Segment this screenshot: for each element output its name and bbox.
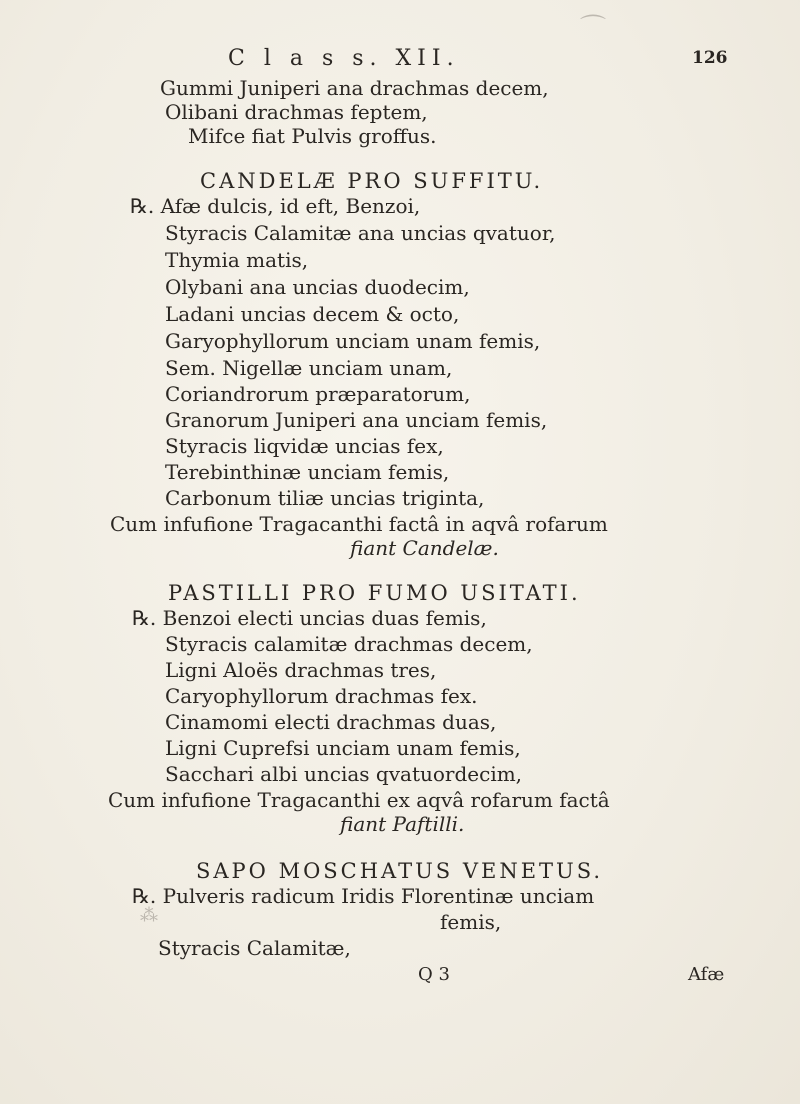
text-line: ℞. Pulveris radicum Iridis Florentinæ unciam	[132, 884, 595, 908]
section-heading-sapo: SAPO MOSCHATUS VENETUS.	[196, 859, 604, 883]
text-line: Cum infufione Tragacanthi ex aqvâ rofarum factâ	[108, 788, 610, 812]
text-line: Sacchari albi uncias qvatuordecim,	[165, 762, 523, 786]
catchword: Afæ	[688, 964, 725, 985]
text-line: ℞. Afæ dulcis, id eft, Benzoi,	[130, 194, 421, 218]
text-line: Granorum Juniperi ana unciam femis,	[165, 408, 548, 432]
text-line: fiant Paftilli.	[340, 812, 465, 836]
text-line: Sem. Nigellæ unciam unam,	[165, 356, 453, 380]
text-line: Styracis liqvidæ uncias fex,	[165, 434, 444, 458]
text-line: Olibani drachmas feptem,	[165, 100, 428, 124]
text-line: Ladani uncias decem & octo,	[165, 302, 460, 326]
text-line: ℞. Benzoi electi uncias duas femis,	[132, 606, 487, 630]
section-heading-candelae: CANDELÆ PRO SUFFITU.	[200, 169, 544, 193]
bleed-through-mark: ⌒	[580, 14, 607, 44]
text-line: Cinamomi electi drachmas duas,	[165, 710, 497, 734]
text-line: Ligni Cuprefsi unciam unam femis,	[165, 736, 521, 760]
text-line: Olybani ana uncias duodecim,	[165, 275, 470, 299]
section-heading-pastilli: PASTILLI PRO FUMO USITATI.	[168, 581, 581, 605]
text-line: Coriandrorum præparatorum,	[165, 382, 471, 406]
text-line: Garyophyllorum unciam unam femis,	[165, 329, 541, 353]
text-line: Styracis Calamitæ ana uncias qvatuor,	[165, 221, 556, 245]
text-line: femis,	[440, 910, 502, 934]
text-line: Cum infufione Tragacanthi factâ in aqvâ rofarum	[110, 512, 608, 536]
text-line: Styracis calamitæ drachmas decem,	[165, 632, 533, 656]
text-line: Caryophyllorum drachmas fex.	[165, 684, 478, 708]
page-number: 126	[692, 48, 728, 68]
text-line: Terebinthinæ unciam femis,	[165, 460, 450, 484]
text-line: Styracis Calamitæ,	[158, 936, 351, 960]
text-line: Mifce fiat Pulvis groffus.	[188, 124, 437, 148]
bleed-through-mark: ⁂	[140, 905, 158, 926]
text-line: Gummi Juniperi ana drachmas decem,	[160, 76, 549, 100]
text-line: fiant Candelæ.	[350, 536, 499, 560]
text-line: Ligni Aloës drachmas tres,	[165, 658, 437, 682]
page-header-title: C l a s s. XII.	[228, 46, 460, 71]
signature-mark: Q 3	[418, 964, 450, 985]
text-line: Carbonum tiliæ uncias triginta,	[165, 486, 485, 510]
text-line: Thymia matis,	[165, 248, 309, 272]
